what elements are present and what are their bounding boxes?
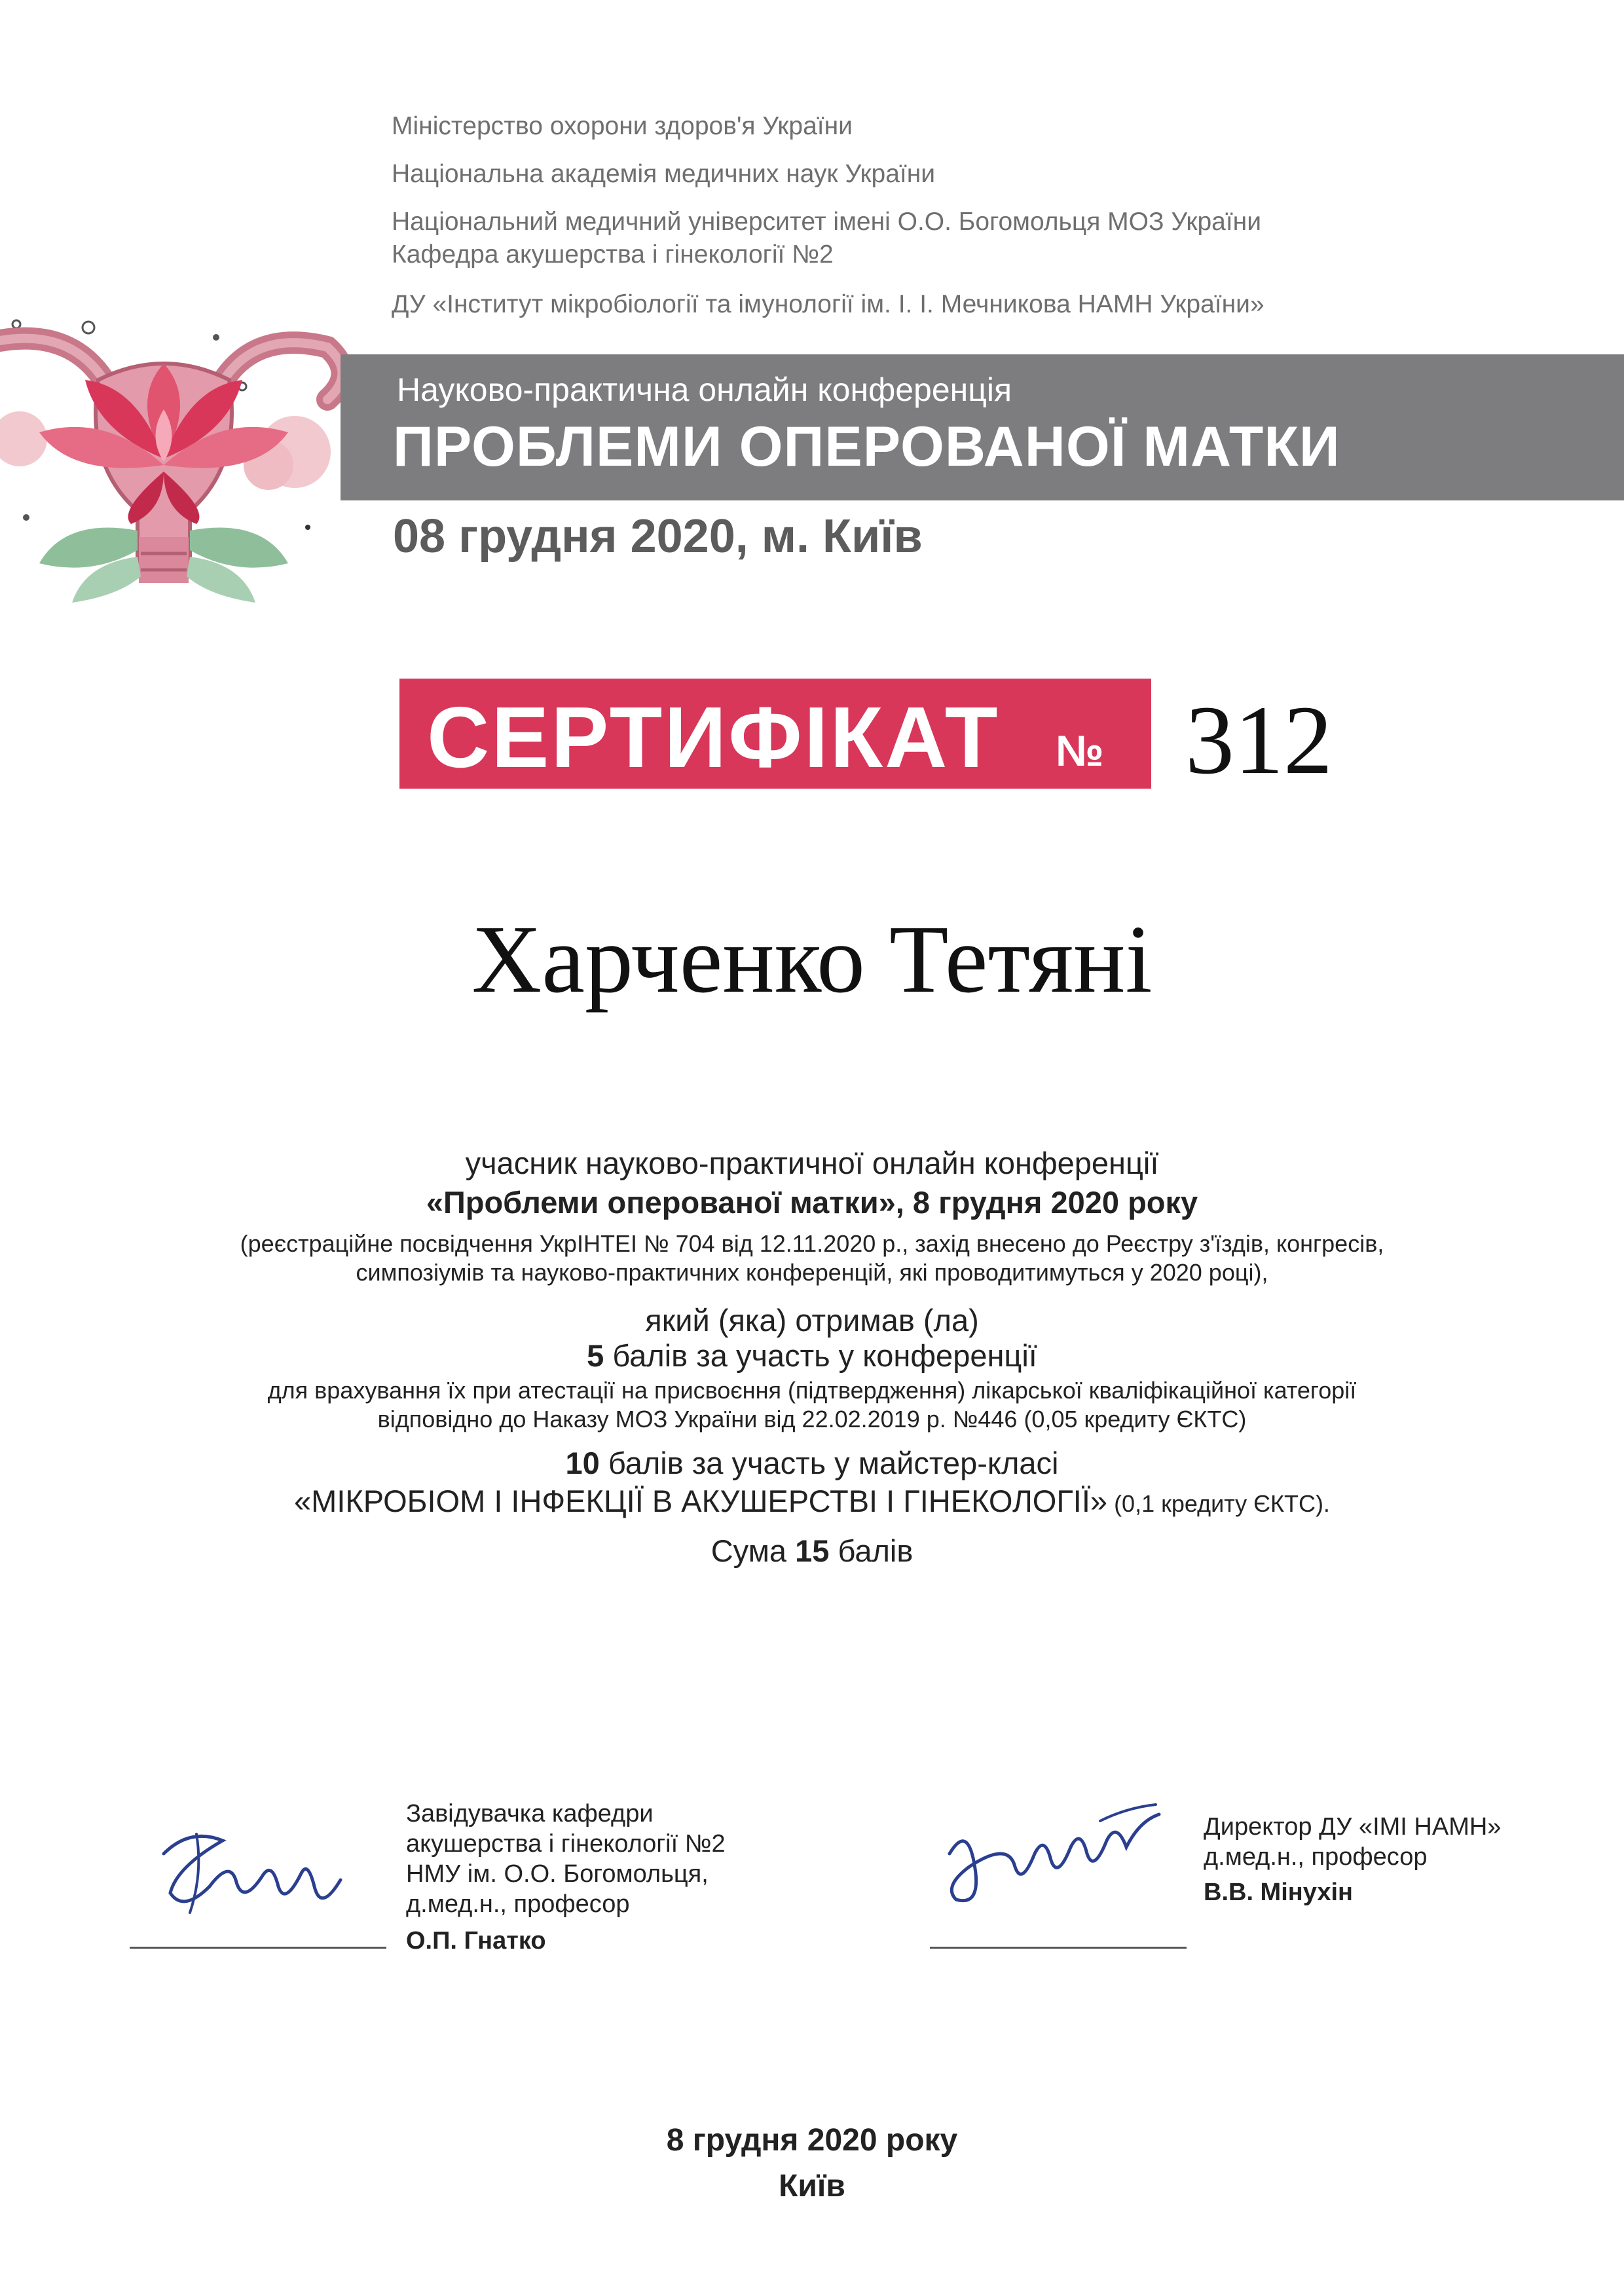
master-class-points-value: 10 <box>565 1446 600 1480</box>
recipient-name: Харченко Тетяні <box>471 906 1153 1013</box>
master-class-credit: (0,1 кредиту ЄКТС). <box>1107 1490 1330 1517</box>
master-class-name-line <box>0 1483 1624 1519</box>
participant-line: учасник науково-практичної онлайн конференції <box>465 1146 1159 1180</box>
conference-name-line: «Проблеми оперованої матки», 8 грудня 2020 року <box>426 1185 1198 1220</box>
sum-value: 15 <box>795 1533 830 1568</box>
received-line: який (яка) отримав (ла) <box>645 1303 979 1338</box>
conference-subtitle: Науково-практична онлайн конференція <box>397 371 1012 408</box>
signatory-1-title-line: акушерства і гінекології №2 <box>406 1830 726 1858</box>
signatory-1-title <box>406 1799 726 1919</box>
conference-points-text: балів за участь у конференції <box>604 1338 1037 1373</box>
signatory-1-title-line: Завідувачка кафедри <box>406 1800 654 1827</box>
master-class-points-line <box>0 1445 1624 1481</box>
sum-line <box>0 1533 1624 1569</box>
signatory-1-title-line: д.мед.н., професор <box>406 1890 630 1918</box>
certificate-label: СЕРТИФІКАТ <box>427 689 1000 785</box>
signatory-1-name: О.П. Гнатко <box>406 1927 546 1955</box>
signatory-2-name: В.В. Мінухін <box>1204 1879 1353 1906</box>
org-university: Національний медичний університет імені О.О. Богомольця МОЗ України <box>392 208 1261 236</box>
signature-line-1 <box>130 1947 386 1949</box>
org-department: Кафедра акушерства і гінекології №2 <box>392 240 834 269</box>
certificate-number: 312 <box>1185 686 1333 795</box>
uterus-lotus-logo <box>0 301 367 629</box>
signature-2 <box>930 1795 1179 1926</box>
org-institute: ДУ «Інститут мікробіології та імунології ім. І. І. Мечникова НАМН України» <box>392 290 1264 318</box>
org-ministry: Міністерство охорони здоров'я України <box>392 112 853 140</box>
sum-prefix: Сума <box>710 1533 796 1568</box>
footer-city: Київ <box>779 2169 845 2203</box>
conference-date: 08 грудня 2020, м. Київ <box>393 510 923 563</box>
certificate-number-sign: № <box>1056 726 1104 775</box>
master-class-points-text: балів за участь у майстер-класі <box>599 1446 1059 1480</box>
signature-line-2 <box>930 1947 1187 1949</box>
signatory-2-title-line: д.мед.н., професор <box>1204 1843 1428 1871</box>
master-class-name: «МІКРОБІОМ І ІНФЕКЦІЇ В АКУШЕРСТВІ І ГІНЕКОЛОГІЇ» <box>294 1484 1108 1518</box>
footer-date: 8 грудня 2020 року <box>666 2123 958 2158</box>
conference-points-value: 5 <box>587 1338 604 1373</box>
sum-suffix: балів <box>829 1533 913 1568</box>
signatory-2-title-line: Директор ДУ «ІМІ НАМН» <box>1204 1813 1502 1841</box>
registration-line-2: симпозіумів та науково-практичних конференцій, які проводитимуться у 2020 році), <box>356 1259 1268 1286</box>
attestation-line-2: відповідно до Наказу МОЗ України від 22.02.2019 р. №446 (0,05 кредиту ЄКТС) <box>377 1406 1247 1433</box>
conference-title: ПРОБЛЕМИ ОПЕРОВАНОЇ МАТКИ <box>393 415 1340 478</box>
conference-points-line <box>0 1338 1624 1374</box>
signatory-2-title <box>1204 1812 1501 1872</box>
signatory-1-title-line: НМУ ім. О.О. Богомольця, <box>406 1860 709 1888</box>
org-academy: Національна академія медичних наук України <box>392 160 936 188</box>
signature-1 <box>151 1814 360 1926</box>
registration-line-1: (реєстраційне посвідчення УкрІНТЕІ № 704 від 12.11.2020 р., захід внесено до Реєстру з'їздів, конгресів, <box>240 1230 1384 1257</box>
attestation-line-1: для врахування їх при атестації на присвоєння (підтвердження) лікарської кваліфікаційної категорії <box>267 1377 1357 1404</box>
